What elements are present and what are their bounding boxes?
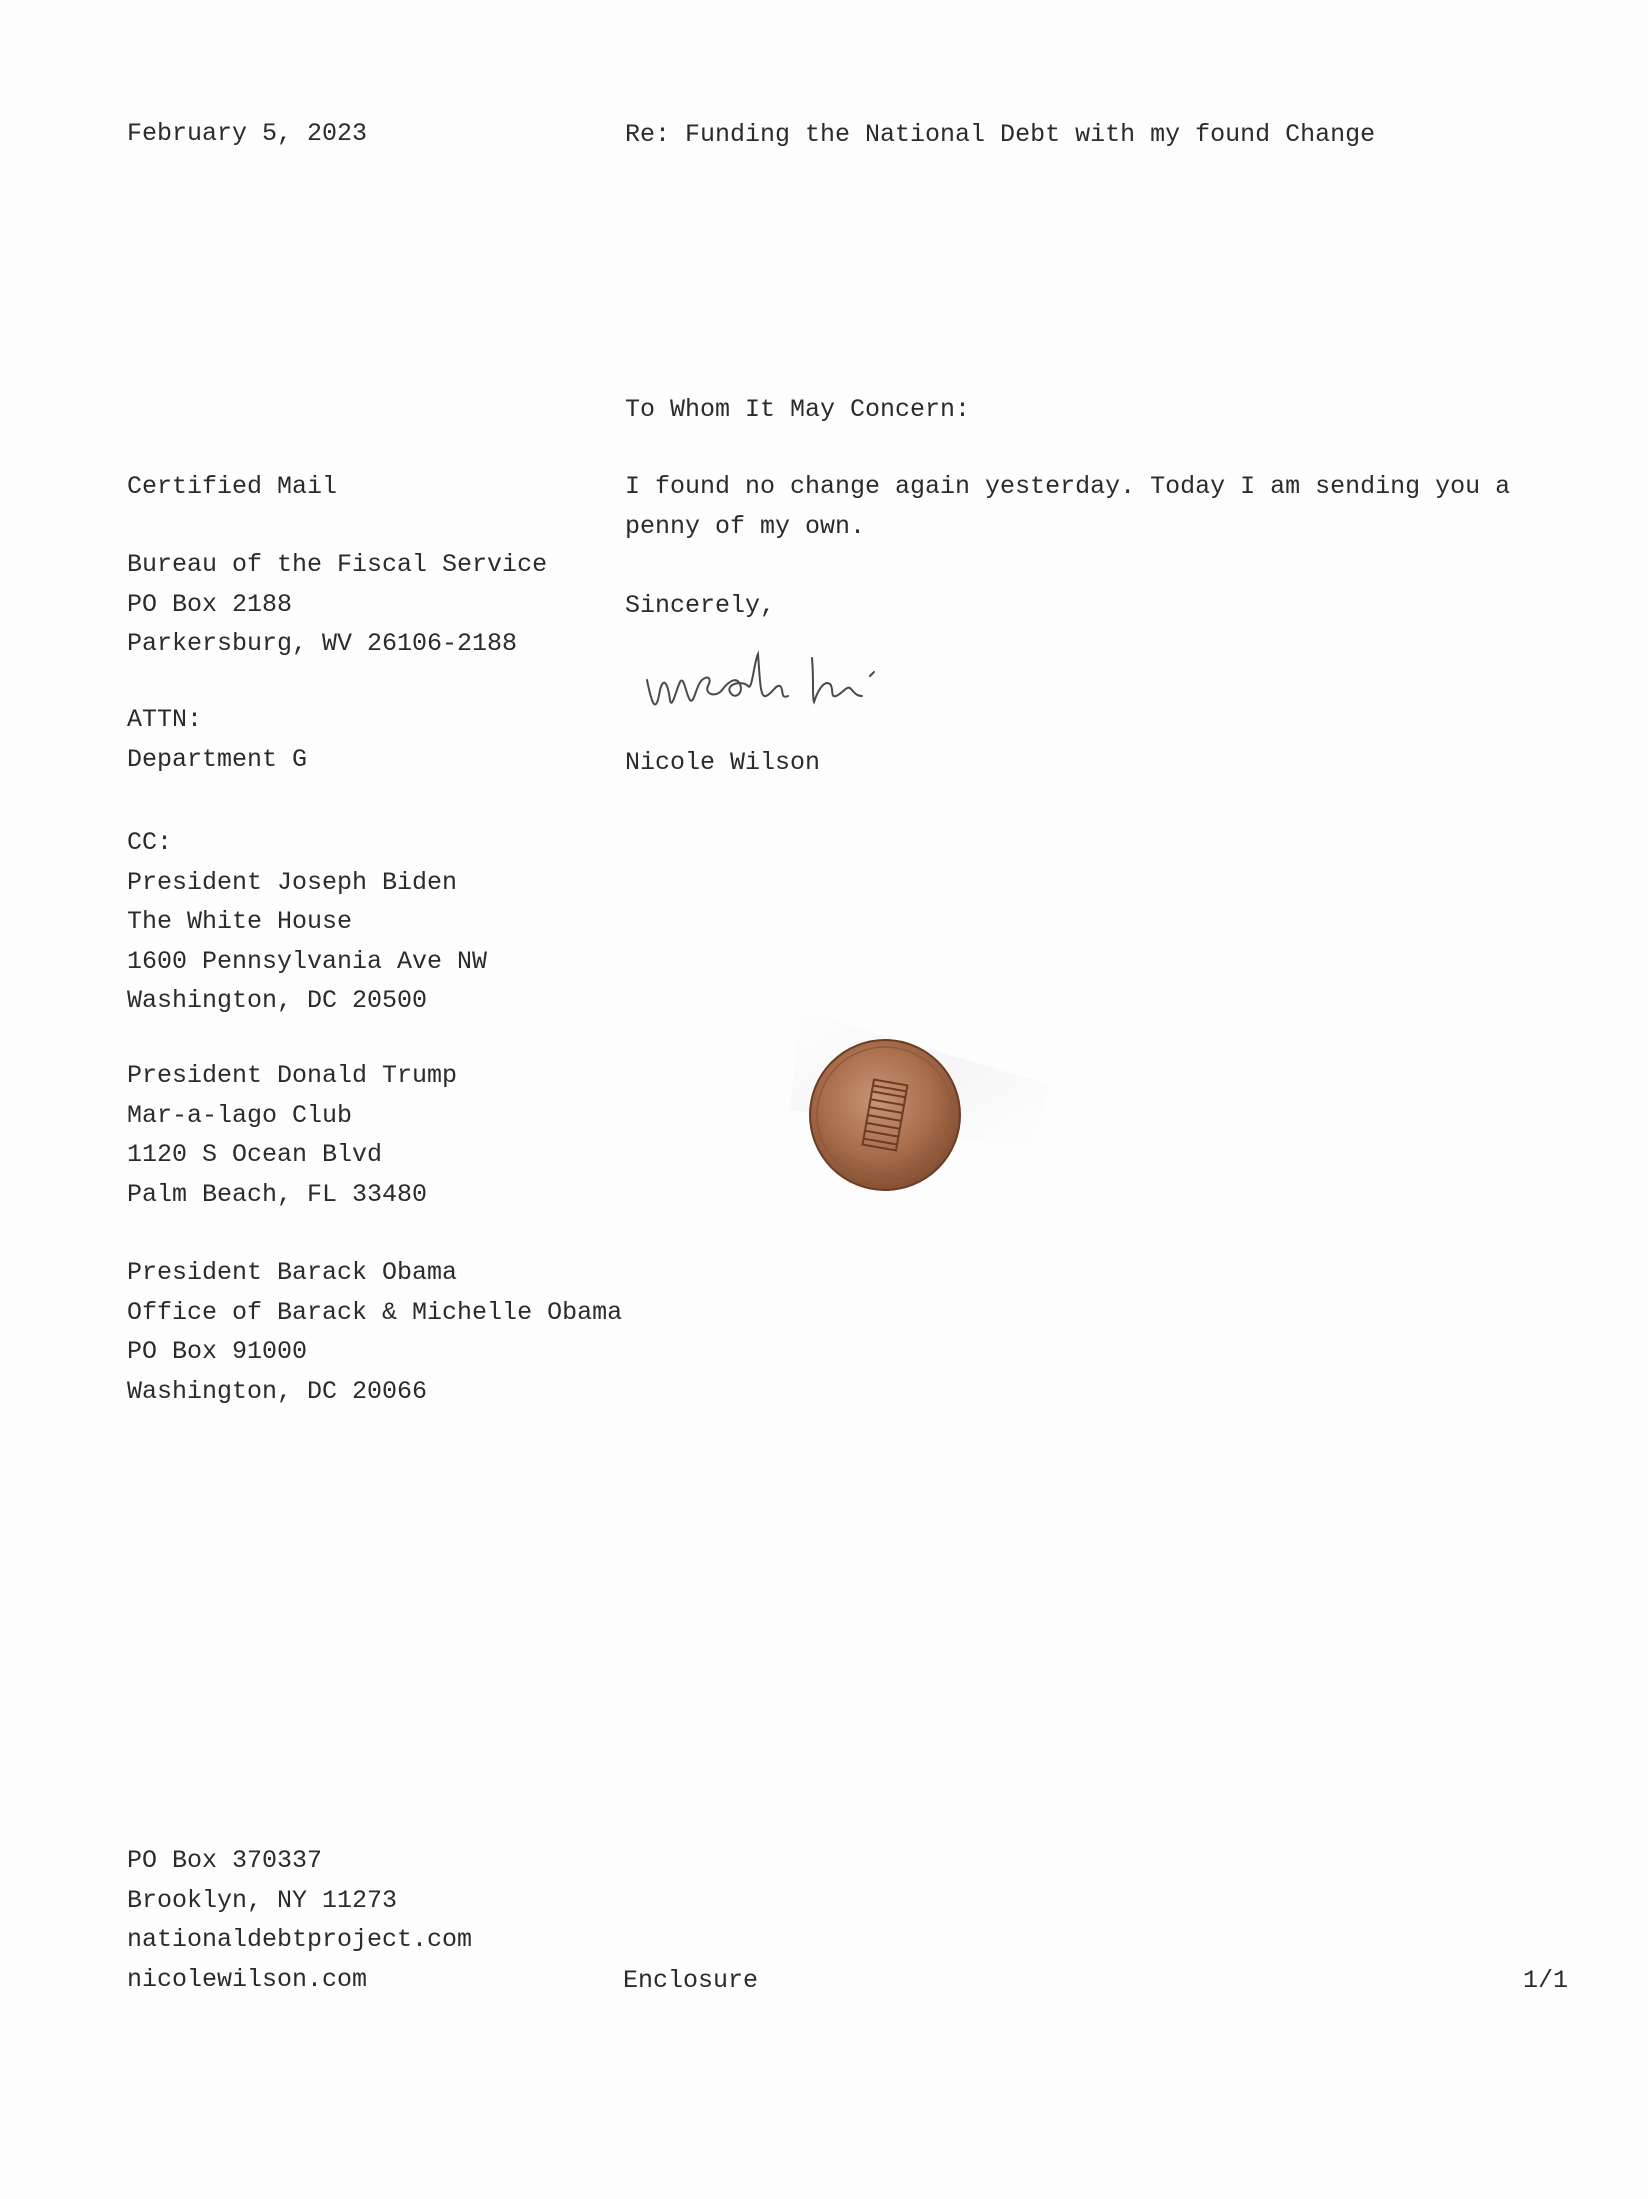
cc-line: PO Box 91000: [127, 1337, 308, 1366]
mailing-method: Certified Mail: [127, 472, 338, 501]
attn-block: [127, 700, 307, 779]
cc-block-3: [127, 1253, 622, 1411]
cc-line: President Donald Trump: [127, 1061, 458, 1090]
recipient-address: [127, 545, 547, 664]
address-line: Parkersburg, WV 26106-2188: [127, 629, 518, 658]
cc-line: 1120 S Ocean Blvd: [127, 1140, 383, 1169]
cc-line: Palm Beach, FL 33480: [127, 1179, 428, 1209]
sender-website-link[interactable]: nationaldebtproject.com: [127, 1925, 473, 1954]
cc-line: Office of Barack & Michelle Obama: [127, 1297, 623, 1327]
cc-line: Washington, DC 20500: [127, 986, 428, 1015]
letter-subject: Re: Funding the National Debt with my found Change: [625, 120, 1376, 149]
cc-block-2: [127, 1056, 457, 1214]
handwritten-signature: [642, 650, 972, 720]
cc-line: Washington, DC 20066: [127, 1376, 428, 1406]
cc-line: The White House: [127, 907, 353, 936]
closing: Sincerely,: [625, 591, 776, 620]
enclosure-note: Enclosure: [623, 1966, 759, 1995]
page-number: 1/1: [1523, 1966, 1569, 1995]
attn-label: ATTN:: [127, 705, 203, 734]
letter-body: I found no change again yesterday. Today I am sending you a penny of my own.: [625, 472, 1511, 541]
sender-line: Brooklyn, NY 11273: [127, 1885, 398, 1915]
sender-address: [127, 1841, 472, 1999]
attn-value: Department G: [127, 744, 308, 774]
cc-line: 1600 Pennsylvania Ave NW: [127, 946, 488, 976]
cc-line: President Joseph Biden: [127, 867, 458, 897]
sender-website-link[interactable]: nicolewilson.com: [127, 1964, 368, 1994]
signer-name: Nicole Wilson: [625, 748, 821, 777]
cc-line: President Barack Obama: [127, 1258, 458, 1287]
penny-image: [780, 990, 1060, 1220]
address-line: Bureau of the Fiscal Service: [127, 550, 548, 579]
cc-label: CC:: [127, 828, 173, 857]
address-line: PO Box 2188: [127, 589, 293, 619]
letter-date: February 5, 2023: [127, 119, 368, 148]
cc-line: Mar-a-lago Club: [127, 1100, 353, 1130]
salutation: To Whom It May Concern:: [625, 395, 971, 424]
sender-line: PO Box 370337: [127, 1846, 323, 1875]
cc-block-1: [127, 823, 487, 1021]
